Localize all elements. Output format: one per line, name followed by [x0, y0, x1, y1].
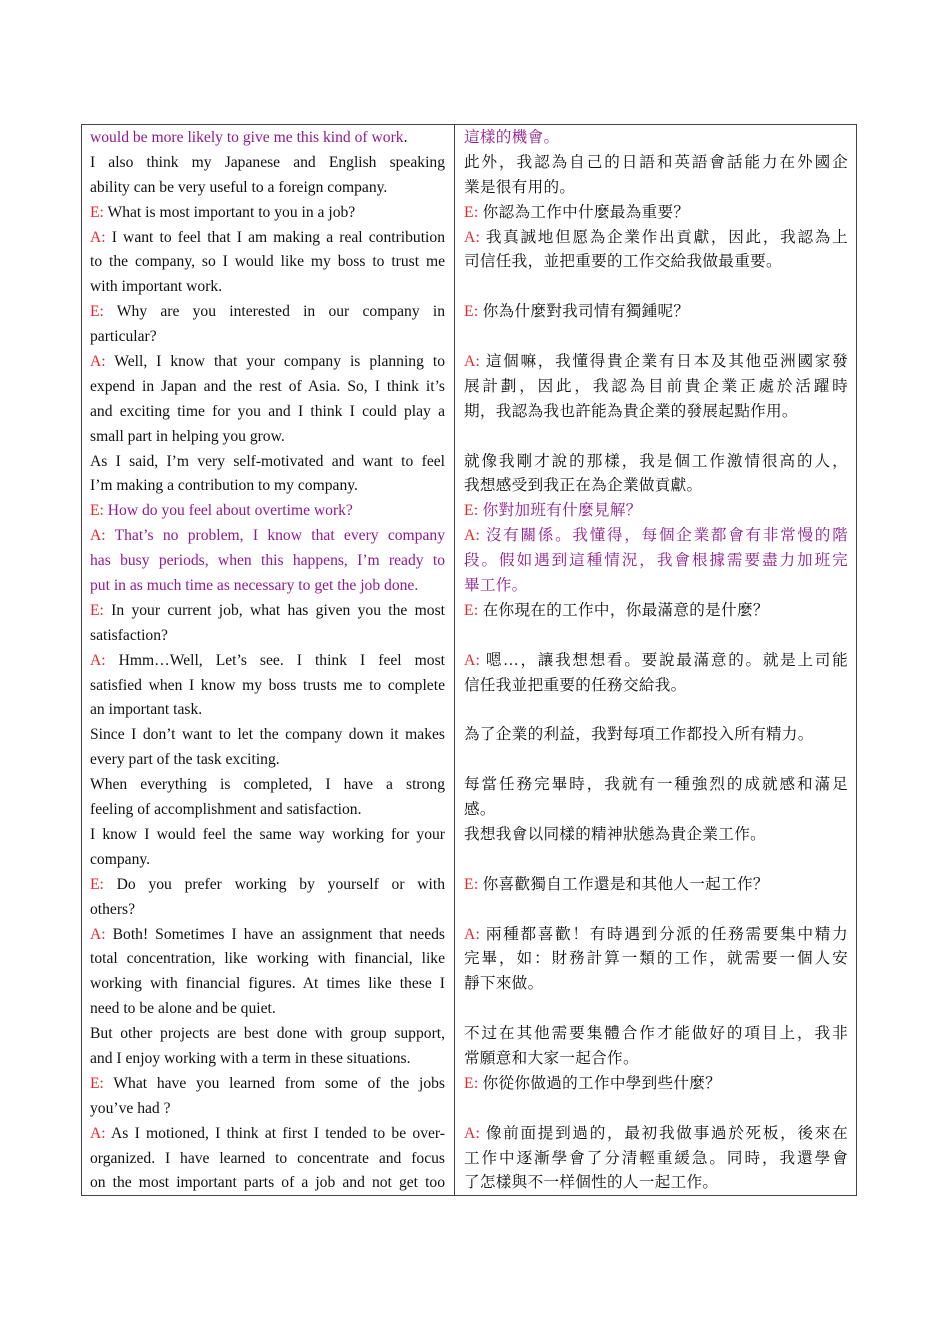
line-text: I know I would feel the same way working for your — [90, 825, 445, 843]
english-line — [90, 873, 445, 898]
line-text: would be more likely to give me this kind of work — [90, 129, 404, 146]
english-line — [90, 226, 445, 251]
blank-line — [464, 898, 848, 923]
speaker-a-label: A: — [90, 228, 106, 246]
line-text: I also think my Japanese and English speaking — [90, 153, 445, 171]
chinese-line — [464, 126, 848, 151]
chinese-line — [464, 1122, 848, 1147]
speaker-e-label: E: — [90, 875, 104, 893]
english-line — [90, 798, 445, 823]
speaker-a-label: A: — [464, 527, 481, 545]
line-text: 兩種都喜歡！有時遇到分派的任務需要集中精力 — [480, 925, 848, 943]
line-text: 嗯…，讓我想想看。要說最滿意的。就是上司能 — [480, 651, 848, 669]
english-line — [90, 350, 445, 375]
line-text: 段。假如遇到這種情況，我會根據需要盡力加班完 — [464, 552, 848, 570]
speaker-a-label: A: — [464, 228, 481, 246]
line-text: 完畢，如：財務計算一類的工作，就需要一個人安 — [464, 950, 848, 968]
line-text: 沒有關係。我懂得，每個企業都會有非常慢的階 — [480, 527, 848, 545]
line-text: and I enjoy working with a term in these situations. — [90, 1049, 411, 1067]
speaker-a-label: A: — [464, 1124, 481, 1142]
line-text: ability can be very useful to a foreign company. — [90, 178, 388, 196]
chinese-line — [464, 723, 848, 748]
speaker-e-label: E: — [464, 1074, 479, 1092]
line-text: Why are you interested in our company in — [103, 303, 445, 321]
speaker-e-label: E: — [90, 601, 104, 619]
english-line — [90, 151, 445, 176]
english-line — [90, 176, 445, 201]
english-line — [90, 499, 445, 524]
english-line — [90, 674, 445, 699]
speaker-e-label: E: — [464, 303, 479, 321]
line-text: 常願意和大家一起合作。 — [464, 1049, 639, 1067]
chinese-line — [464, 798, 848, 823]
speaker-e-label: E: — [464, 601, 479, 619]
line-text: Hmm…Well, Let’s see. I think I feel most — [105, 651, 445, 669]
chinese-line — [464, 499, 848, 524]
line-text: satisfaction? — [90, 626, 168, 644]
line-text: 我想感受到我正在為企業做貢獻。 — [464, 477, 703, 495]
line-text: How do you feel about overtime work? — [103, 502, 353, 520]
line-text: total concentration, like working with financial, like — [90, 950, 445, 968]
english-line — [90, 300, 445, 325]
line-text: with important work. — [90, 278, 223, 296]
english-line — [90, 549, 445, 574]
chinese-line — [464, 674, 848, 699]
line-text: 在你現在的工作中，你最滿意的是什麼？ — [478, 601, 769, 619]
blank-line — [464, 624, 848, 649]
chinese-line — [464, 1072, 848, 1097]
line-text: 這樣的機會。 — [464, 129, 560, 146]
english-line — [90, 1171, 445, 1195]
line-text: 每當任務完畢時，我就有一種強烈的成就感和滿足 — [464, 776, 848, 794]
line-text: 我想我會以同樣的精神狀態為貴企業工作。 — [464, 825, 766, 843]
line-text: expend in Japan and the rest of Asia. So, I think it’s — [90, 377, 445, 395]
line-text: 感。 — [464, 801, 496, 819]
chinese-line — [464, 350, 848, 375]
english-line — [90, 698, 445, 723]
line-text: 此外，我認為自己的日語和英語會話能力在外國企 — [464, 153, 848, 171]
line-text: 我真誠地但愿為企業作出貢獻，因此，我認為上 — [480, 228, 848, 246]
english-line — [90, 1122, 445, 1147]
chinese-line — [464, 1047, 848, 1072]
english-line — [90, 823, 445, 848]
line-text: put in as much time as necessary to get the job done. — [90, 577, 419, 595]
english-line — [90, 997, 445, 1022]
english-line — [90, 649, 445, 674]
line-text: need to be alone and be quiet. — [90, 1000, 276, 1018]
english-line — [90, 1147, 445, 1172]
chinese-line — [464, 773, 848, 798]
blank-line — [464, 325, 848, 350]
speaker-a-label: A: — [90, 925, 106, 943]
line-text: Well, I know that your company is planning to — [105, 353, 445, 371]
line-text: 不过在其他需要集體合作才能做好的項目上，我非 — [464, 1025, 848, 1043]
chinese-line — [464, 226, 848, 251]
chinese-line — [464, 574, 848, 599]
line-text: and exciting time for you and I think I could play a — [90, 402, 445, 420]
english-line — [90, 425, 445, 450]
english-line — [90, 748, 445, 773]
line-text: 你對加班有什麼見解？ — [478, 502, 642, 520]
chinese-line — [464, 474, 848, 499]
english-line — [90, 1072, 445, 1097]
line-text: 這個嘛，我懂得貴企業有日本及其他亞洲國家發 — [480, 353, 848, 371]
speaker-a-label: A: — [464, 651, 481, 669]
speaker-a-label: A: — [464, 925, 481, 943]
line-text: others? — [90, 900, 136, 918]
speaker-e-label: E: — [464, 203, 479, 221]
line-text: In your current job, what has given you the most — [103, 601, 445, 619]
line-text: company. — [90, 850, 151, 868]
line-text: 司信任我，並把重要的工作交給我做最重要。 — [464, 253, 782, 271]
english-line — [90, 599, 445, 624]
speaker-e-label: E: — [90, 303, 104, 321]
line-text: working with financial figures. At times like these I — [90, 975, 445, 993]
chinese-line — [464, 972, 848, 997]
blank-line — [464, 425, 848, 450]
line-suffix: . — [403, 129, 408, 146]
english-line — [90, 450, 445, 475]
line-text: satisfied when I know my boss trusts me to complete — [90, 676, 445, 694]
line-text: small part in helping you grow. — [90, 427, 285, 445]
line-text: Since I don’t want to let the company down it makes — [90, 726, 445, 744]
speaker-a-label: A: — [90, 651, 106, 669]
english-line — [90, 375, 445, 400]
blank-line — [464, 848, 848, 873]
blank-line — [464, 748, 848, 773]
chinese-line — [464, 300, 848, 325]
line-text: 期，我認為我也許能為貴企業的發展起點作用。 — [464, 402, 798, 420]
line-text: Both! Sometimes I have an assignment that needs — [105, 925, 445, 943]
line-text: 工作中逐漸學會了分清輕重緩急。同時，我還學會 — [464, 1149, 848, 1167]
chinese-column — [455, 125, 856, 1195]
chinese-line — [464, 873, 848, 898]
blank-line — [464, 275, 848, 300]
line-text: 你認為工作中什麼最為重要？ — [478, 203, 690, 221]
line-text: When everything is completed, I have a strong — [90, 776, 445, 794]
line-text: particular? — [90, 328, 157, 346]
chinese-line — [464, 1147, 848, 1172]
line-text: But other projects are best done with group support, — [90, 1025, 445, 1043]
line-text: As I said, I’m very self-motivated and want to feel — [90, 452, 445, 470]
english-line — [90, 325, 445, 350]
line-text: I want to feel that I am making a real contribution — [105, 228, 445, 246]
line-text: on the most important parts of a job and not get too — [90, 1174, 445, 1192]
chinese-line — [464, 176, 848, 201]
chinese-line — [464, 250, 848, 275]
chinese-line — [464, 649, 848, 674]
chinese-line — [464, 923, 848, 948]
chinese-line — [464, 599, 848, 624]
chinese-line — [464, 524, 848, 549]
english-line — [90, 1047, 445, 1072]
english-line — [90, 723, 445, 748]
line-text: you’ve had ? — [90, 1099, 171, 1117]
line-text: 展計劃，因此，我認為目前貴企業正處於活躍時 — [464, 377, 848, 395]
speaker-e-label: E: — [90, 1074, 104, 1092]
english-line — [90, 201, 445, 226]
english-line — [90, 898, 445, 923]
english-line — [90, 947, 445, 972]
english-line — [90, 126, 445, 151]
line-text: 靜下來做。 — [464, 975, 544, 993]
speaker-e-label: E: — [464, 502, 479, 520]
chinese-line — [464, 823, 848, 848]
english-line — [90, 773, 445, 798]
english-line — [90, 923, 445, 948]
chinese-line — [464, 400, 848, 425]
english-line — [90, 474, 445, 499]
line-text: 畢工作。 — [464, 577, 528, 595]
chinese-line — [464, 947, 848, 972]
line-text: What is most important to you in a job? — [103, 203, 356, 221]
line-text: That’s no problem, I know that every company — [105, 527, 445, 545]
blank-line — [464, 1097, 848, 1122]
line-text: organized. I have learned to concentrate and focus — [90, 1149, 445, 1167]
blank-line — [464, 698, 848, 723]
line-text: 業是很有用的。 — [464, 178, 576, 196]
speaker-e-label: E: — [90, 502, 104, 520]
english-line — [90, 275, 445, 300]
english-line — [90, 524, 445, 549]
line-text: 像前面提到過的，最初我做事過於死板，後來在 — [480, 1124, 848, 1142]
english-line — [90, 1097, 445, 1122]
line-text: 你從你做過的工作中學到些什麼？ — [478, 1074, 722, 1092]
english-column — [82, 125, 455, 1195]
english-line — [90, 250, 445, 275]
line-text: I’m making a contribution to my company. — [90, 477, 358, 495]
line-text: As I motioned, I think at first I tended to be over- — [105, 1124, 445, 1142]
line-text: 了怎樣與不一样個性的人一起工作。 — [464, 1174, 719, 1192]
blank-line — [464, 997, 848, 1022]
chinese-line — [464, 201, 848, 226]
english-line — [90, 574, 445, 599]
speaker-a-label: A: — [464, 353, 481, 371]
bilingual-dialogue-table — [81, 124, 857, 1196]
english-line — [90, 972, 445, 997]
line-text: What have you learned from some of the jobs — [103, 1074, 445, 1092]
chinese-line — [464, 1022, 848, 1047]
line-text: 你為什麼對我司情有獨鍾呢？ — [478, 303, 690, 321]
english-line — [90, 848, 445, 873]
line-text: Do you prefer working by yourself or with — [103, 875, 445, 893]
english-line — [90, 1022, 445, 1047]
speaker-e-label: E: — [90, 203, 104, 221]
speaker-a-label: A: — [90, 527, 106, 545]
speaker-a-label: A: — [90, 1124, 106, 1142]
line-text: feeling of accomplishment and satisfaction. — [90, 801, 362, 819]
english-line — [90, 624, 445, 649]
chinese-line — [464, 549, 848, 574]
speaker-e-label: E: — [464, 875, 479, 893]
line-text: every part of the task exciting. — [90, 751, 280, 769]
chinese-line — [464, 450, 848, 475]
chinese-line — [464, 151, 848, 176]
line-text: an important task. — [90, 701, 203, 719]
line-text: 就像我剛才說的那樣，我是個工作激情很高的人， — [464, 452, 848, 470]
chinese-line — [464, 375, 848, 400]
line-text: 為了企業的利益，我對每項工作都投入所有精力。 — [464, 726, 814, 744]
line-text: to the company, so I would like my boss to trust me — [90, 253, 445, 271]
line-text: has busy periods, when this happens, I’m ready to — [90, 552, 445, 570]
speaker-a-label: A: — [90, 353, 106, 371]
english-line — [90, 400, 445, 425]
line-text: 你喜歡獨自工作還是和其他人一起工作？ — [478, 875, 769, 893]
chinese-line — [464, 1171, 848, 1195]
line-text: 信任我並把重要的任務交給我。 — [464, 676, 687, 694]
